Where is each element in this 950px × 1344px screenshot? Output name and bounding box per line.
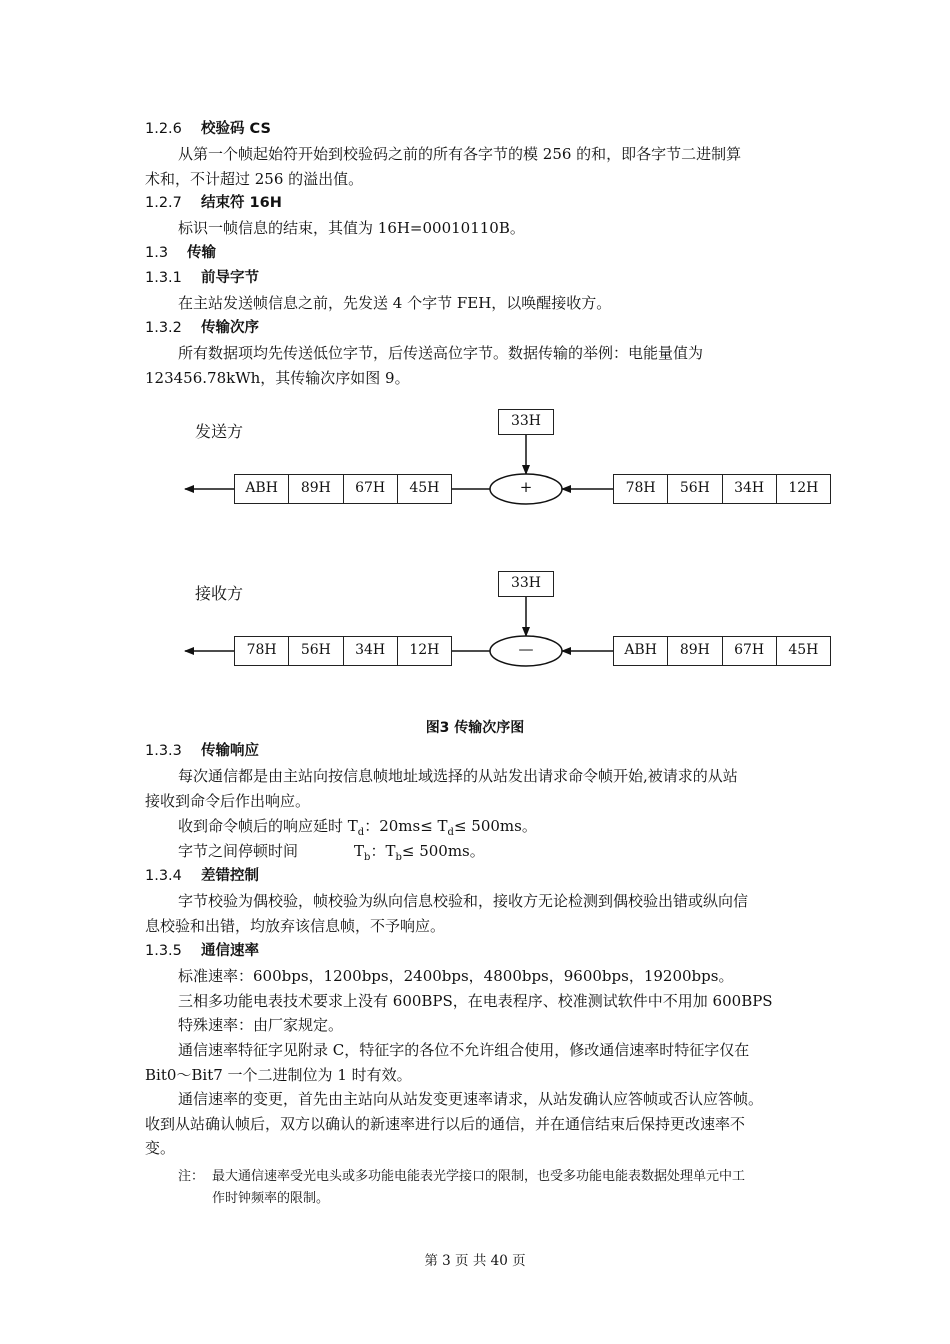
- response-delay-line: [178, 816, 537, 843]
- text-span: 字节之间停顿时间: [178, 842, 299, 860]
- section-heading-1-3-3: [145, 741, 259, 761]
- receiver-key-box: 33H: [498, 571, 554, 597]
- subscript: b: [395, 852, 402, 863]
- text-span: ：20ms≤ T: [364, 817, 448, 835]
- plus-sign: +: [519, 478, 533, 496]
- byte-cell: 78H: [614, 475, 668, 503]
- paragraph-line: 在主站发送帧信息之前，先发送 4 个字节 FEH，以唤醒接收方。: [178, 294, 612, 312]
- minus-sign: —: [518, 640, 534, 658]
- paragraph-line: 变。: [145, 1139, 176, 1157]
- byte-pause-line: [178, 841, 485, 868]
- section-number: 1.3.2: [145, 320, 182, 336]
- paragraph-line: 123456.78kWh，其传输次序如图 9。: [145, 369, 410, 387]
- paragraph-line: 字节校验为偶校验，帧校验为纵向信息校验和，接收方无论检测到偶校验出错或纵向信: [178, 892, 749, 910]
- figure-caption: 图3 传输次序图: [425, 720, 525, 736]
- section-number: 1.2.7: [145, 195, 182, 211]
- byte-cell: 34H: [344, 637, 398, 665]
- section-title: 通信速率: [201, 943, 259, 959]
- receiver-input-bytes: [613, 636, 831, 666]
- section-number: 1.2.6: [145, 121, 182, 137]
- paragraph-line: Bit0～Bit7 一个二进制位为 1 时有效。: [145, 1066, 412, 1084]
- subscript: d: [447, 827, 454, 838]
- section-heading-1-3-4: [145, 866, 259, 886]
- section-number: 1.3: [145, 245, 169, 261]
- paragraph-line: 标准速率：600bps，1200bps，2400bps，4800bps，9600bps，19200bps。: [178, 967, 734, 985]
- page-footer: 第 3 页 共 40 页: [424, 1253, 526, 1269]
- section-title: 前导字节: [201, 270, 259, 286]
- byte-cell: ABH: [235, 475, 289, 503]
- text-span: T: [354, 842, 365, 860]
- paragraph-line: 收到从站确认帧后，双方以确认的新速率进行以后的通信，并在通信结束后保持更改速率不: [145, 1115, 746, 1133]
- paragraph-line: 每次通信都是由主站向按信息帧地址域选择的从站发出请求命令帧开始,被请求的从站: [178, 767, 738, 785]
- paragraph-line: 从第一个帧起始符开始到校验码之前的所有各字节的模 256 的和，即各字节二进制算: [178, 145, 742, 163]
- section-title: 传输响应: [201, 743, 259, 759]
- section-number: 1.3.5: [145, 943, 182, 959]
- byte-cell: 56H: [289, 637, 343, 665]
- paragraph-line: 所有数据项均先传送低位字节，后传送高位字节。数据传输的举例：电能量值为: [178, 344, 704, 362]
- sender-output-bytes: [234, 474, 452, 504]
- byte-cell: 78H: [235, 637, 289, 665]
- byte-cell: ABH: [614, 637, 668, 665]
- paragraph-line: 通信速率的变更，首先由主站向从站发变更速率请求，从站发确认应答帧或否认应答帧。: [178, 1090, 764, 1108]
- byte-cell: 45H: [788, 642, 819, 658]
- byte-cell: 45H: [409, 480, 440, 496]
- sender-label: 发送方: [195, 422, 244, 441]
- byte-cell: 89H: [289, 475, 343, 503]
- paragraph-line: 三相多功能电表技术要求上没有 600BPS，在电表程序、校准测试软件中不用加 600BPS: [178, 992, 773, 1010]
- byte-cell: 56H: [668, 475, 722, 503]
- byte-cell: 12H: [409, 642, 440, 658]
- receiver-output-bytes: [234, 636, 452, 666]
- subscript: d: [357, 827, 365, 838]
- sender-key-box: 33H: [498, 409, 554, 435]
- note-line: 最大通信速率受光电头或多功能电能表光学接口的限制，也受多功能电能表数据处理单元中工: [212, 1169, 746, 1184]
- text-span: ：T: [370, 842, 396, 860]
- section-heading-1-3-5: [145, 941, 259, 961]
- byte-cell: 67H: [344, 475, 398, 503]
- paragraph-line: 息校验和出错，均放弃该信息帧，不予响应。: [145, 917, 446, 935]
- paragraph-line: 术和，不计超过 256 的溢出值。: [145, 170, 364, 188]
- paragraph-line: 特殊速率：由厂家规定。: [178, 1016, 344, 1034]
- section-number: 1.3.4: [145, 868, 182, 884]
- receiver-label: 接收方: [195, 584, 244, 603]
- byte-cell: 89H: [668, 637, 722, 665]
- byte-cell: 34H: [723, 475, 777, 503]
- note-block: [178, 1166, 745, 1210]
- section-number: 1.3.3: [145, 743, 182, 759]
- byte-cell: 67H: [723, 637, 777, 665]
- text-span: ≤ 500ms。: [453, 817, 537, 835]
- section-number: 1.3.1: [145, 270, 182, 286]
- paragraph-line: 接收到命令后作出响应。: [145, 792, 311, 810]
- paragraph-line: 通信速率特征字见附录 C，特征字的各位不允许组合使用，修改通信速率时特征字仅在: [178, 1041, 750, 1059]
- section-title: 传输: [187, 245, 216, 261]
- section-title: 结束符 16H: [201, 195, 282, 211]
- subscript: b: [364, 852, 371, 863]
- text-span: 收到命令帧后的响应延时 T: [178, 817, 358, 835]
- note-line: 作时钟频率的限制。: [212, 1191, 330, 1206]
- text-span: ≤ 500ms。: [401, 842, 485, 860]
- section-title: 校验码 CS: [201, 121, 271, 137]
- section-title: 差错控制: [201, 868, 259, 884]
- byte-cell: 12H: [788, 480, 819, 496]
- sender-input-bytes: [613, 474, 831, 504]
- section-title: 传输次序: [201, 320, 259, 336]
- paragraph-line: 标识一帧信息的结束，其值为 16H=00010110B。: [178, 219, 525, 237]
- note-label: 注：: [178, 1169, 205, 1184]
